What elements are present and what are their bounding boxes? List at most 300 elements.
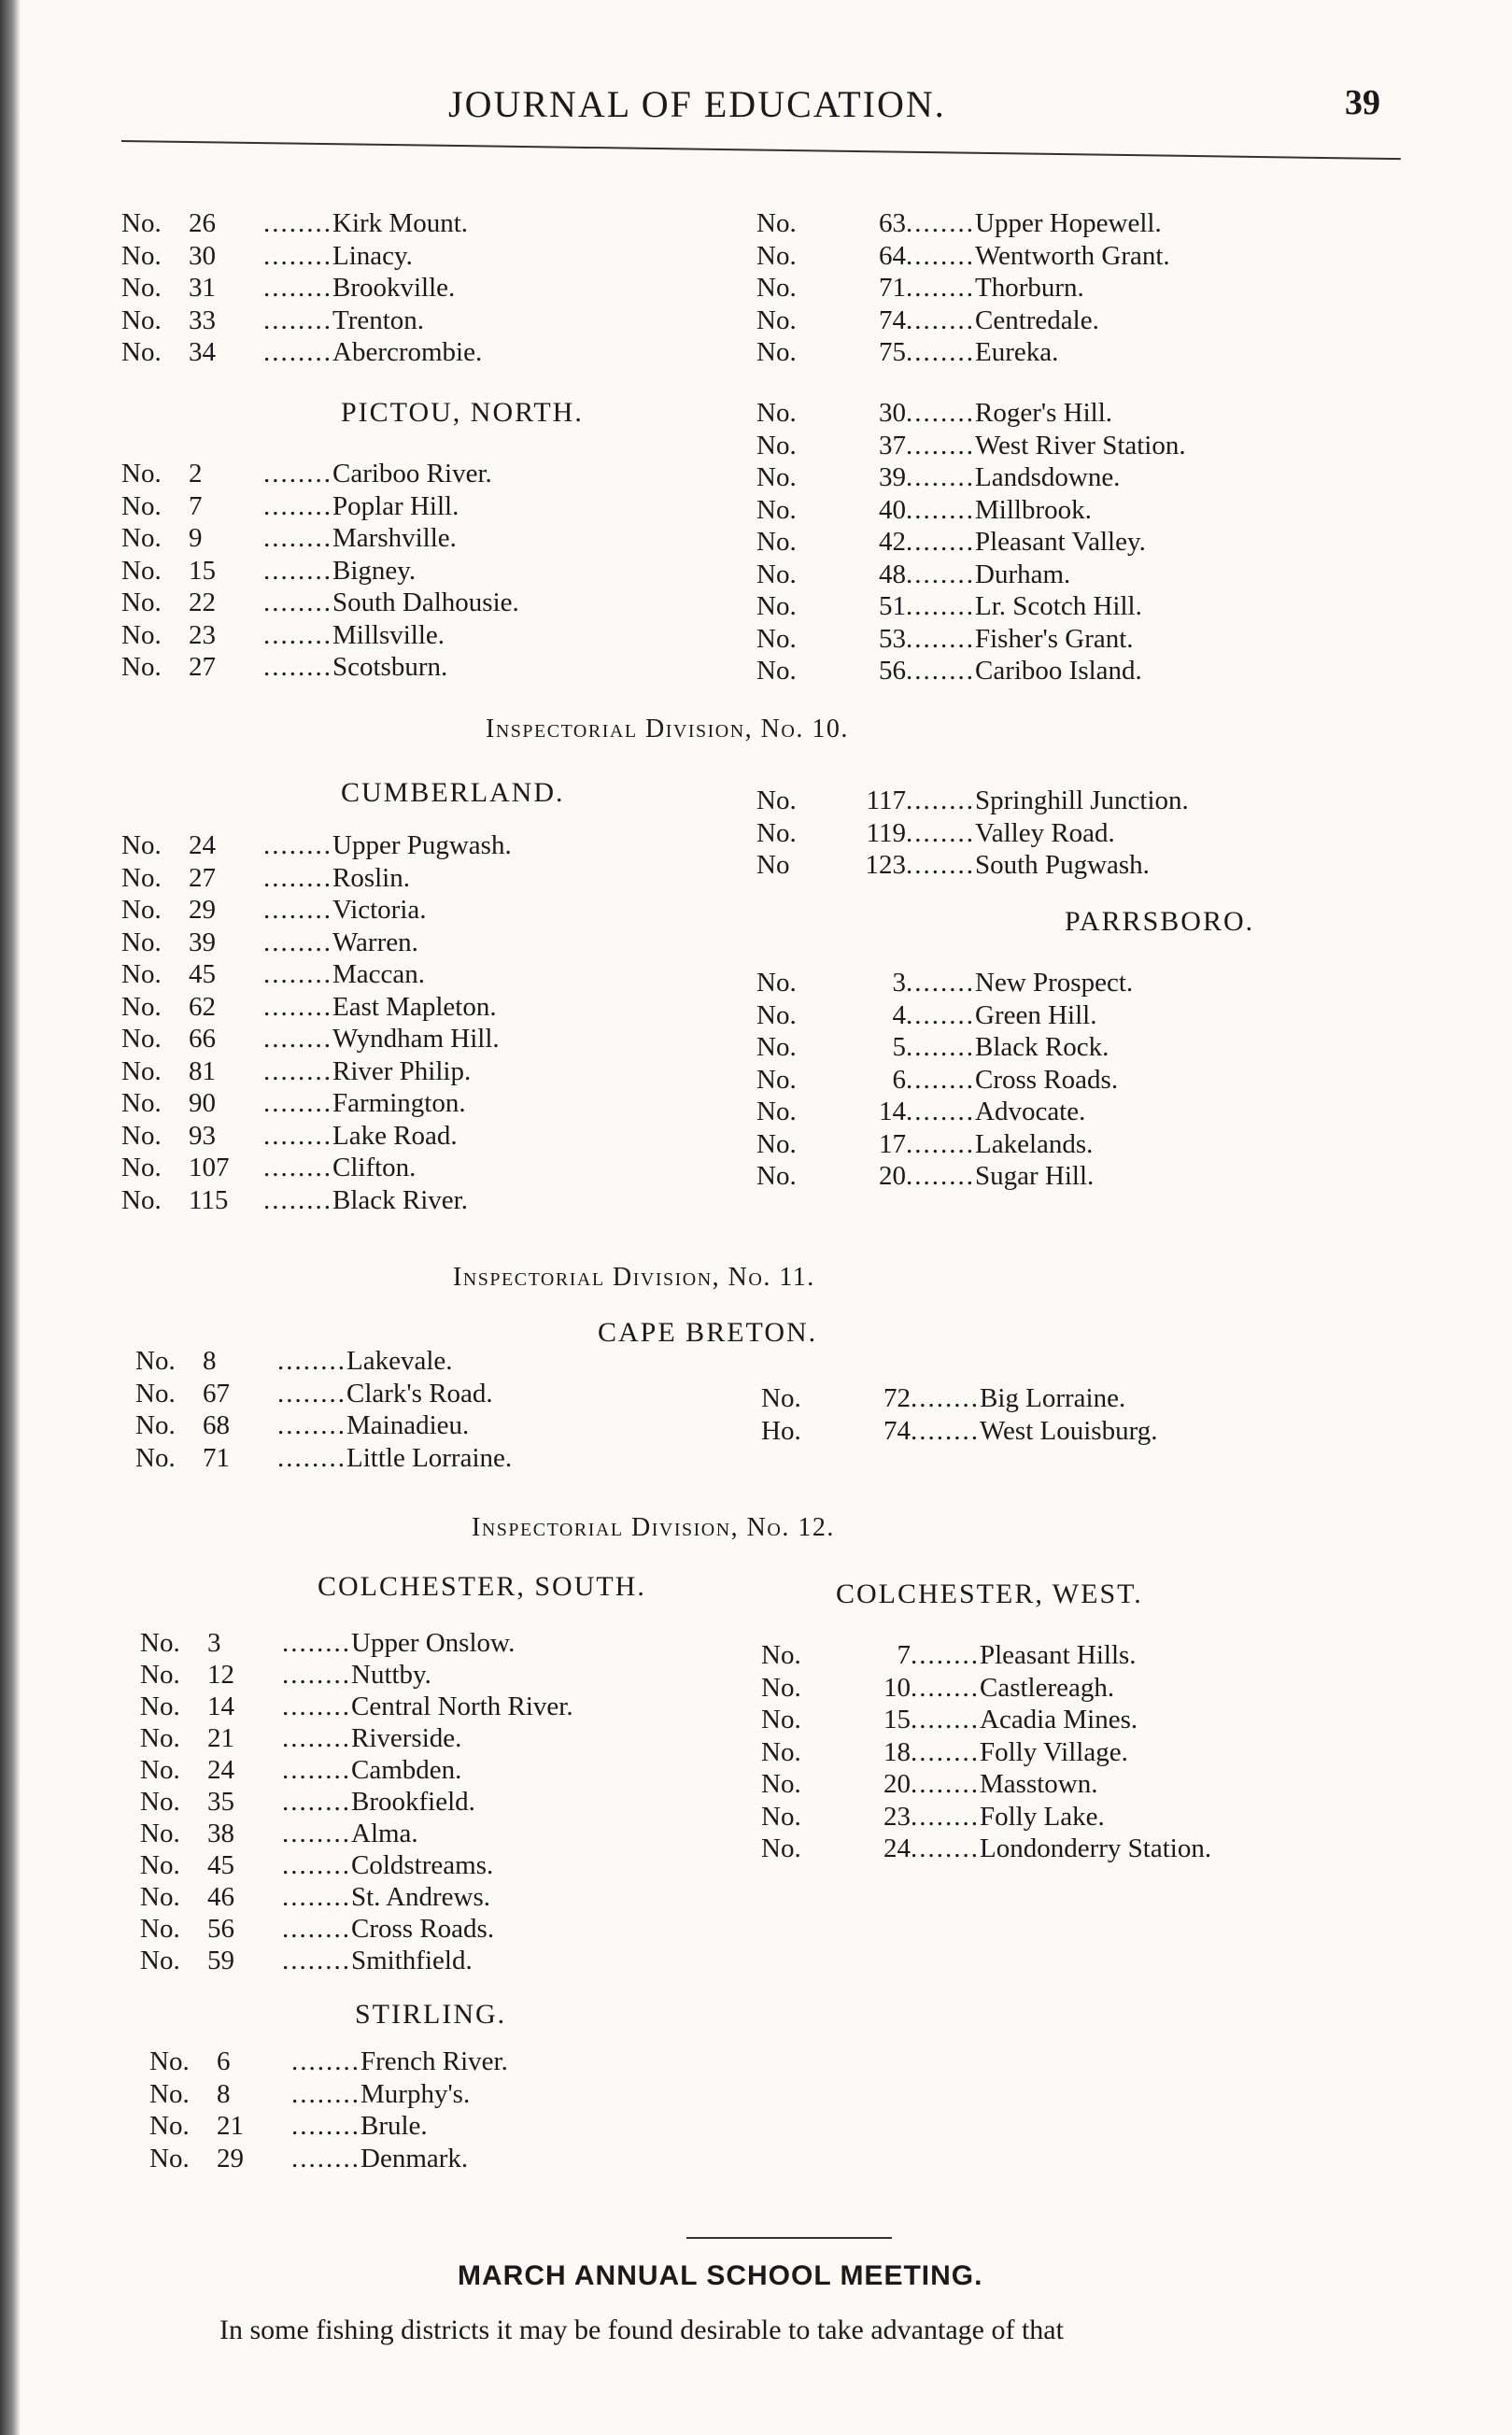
entry-place-name: Acadia Mines. (980, 1705, 1138, 1734)
entry-place-name: Black River. (332, 1184, 468, 1215)
leader-dots: ........ (906, 850, 975, 880)
entry-place-name: Brule. (360, 2111, 428, 2141)
entry-place-name: Central North River. (351, 1692, 573, 1721)
list-item (140, 1722, 573, 1754)
leader-dots: ........ (282, 1819, 351, 1848)
leader-dots: ........ (906, 304, 975, 335)
page-spine-shadow (0, 0, 21, 2435)
entry-place-name: Cross Roads. (975, 1064, 1119, 1095)
entry-number: 81 (189, 1055, 216, 1086)
list-item (761, 1801, 1211, 1833)
entry-no-label: No (756, 850, 790, 880)
entry-number: 53 (879, 623, 906, 654)
entry-place-name: Trenton. (332, 304, 425, 335)
entry-number: 15 (189, 555, 216, 586)
list-item (121, 555, 519, 588)
list-item (756, 1064, 1133, 1097)
entry-no-label: No. (756, 1128, 797, 1159)
entry-number: 34 (189, 337, 216, 367)
list-item (761, 1833, 1211, 1865)
entry-no-label: No. (756, 527, 797, 557)
entry-place-name: Upper Pugwash. (332, 830, 512, 860)
list-item (121, 1087, 512, 1120)
entry-number: 59 (207, 1946, 234, 1975)
entry-no-label: No. (756, 817, 797, 848)
entry-no-label: No. (149, 2111, 190, 2141)
entry-no-label: No. (140, 1660, 180, 1690)
leader-dots: ........ (263, 337, 332, 367)
entry-number: 2 (189, 459, 203, 488)
header-rule (121, 140, 1401, 160)
stirling-heading: STIRLING. (355, 1999, 507, 2030)
entry-no-label: No. (140, 1850, 180, 1880)
leader-dots: ........ (906, 1064, 975, 1095)
entry-no-label: No. (761, 1672, 801, 1703)
list-item (121, 894, 512, 927)
entry-place-name: St. Andrews. (351, 1882, 491, 1912)
entry-place-name: Cambden. (351, 1755, 462, 1785)
entry-place-name: Castlereagh. (980, 1672, 1115, 1703)
leader-dots: ........ (906, 656, 975, 686)
entry-place-name: Abercrombie. (332, 337, 483, 367)
list-item (756, 590, 1186, 623)
entry-place-name: Denmark. (360, 2143, 469, 2173)
list-item (121, 651, 519, 684)
list-item (756, 1160, 1133, 1193)
list-item (135, 1442, 512, 1475)
list-item (121, 336, 482, 369)
list-item (121, 1184, 512, 1217)
list-item (756, 1128, 1133, 1161)
leader-dots: ........ (911, 1769, 980, 1799)
section-rule (686, 2237, 892, 2239)
list-item (761, 1382, 1157, 1415)
entry-place-name: Wyndham Hill. (332, 1024, 500, 1054)
leader-dots: ........ (906, 817, 975, 848)
entry-place-name: Farmington. (332, 1088, 466, 1118)
leader-dots: ........ (906, 999, 975, 1030)
entry-no-label: No. (121, 555, 162, 586)
entry-no-label: No. (121, 1055, 162, 1086)
entry-number: 26 (189, 208, 216, 238)
list-item (121, 522, 519, 555)
entry-place-name: Kirk Mount. (332, 208, 468, 238)
leader-dots: ........ (906, 273, 975, 303)
entry-place-name: Millbrook. (975, 494, 1092, 525)
entry-number: 33 (189, 304, 216, 335)
list-item (140, 1627, 573, 1659)
entry-number: 42 (879, 527, 906, 557)
entry-no-label: No. (756, 786, 797, 815)
entry-place-name: Cross Roads. (351, 1914, 495, 1944)
entry-number: 67 (203, 1378, 230, 1409)
leader-dots: ........ (282, 1787, 351, 1817)
leader-dots: ........ (906, 786, 975, 815)
list-item (121, 1120, 512, 1153)
entry-place-name: New Prospect. (975, 968, 1134, 998)
leader-dots: ........ (263, 895, 332, 925)
list-item (756, 494, 1186, 527)
leader-dots: ........ (277, 1410, 346, 1440)
list-item (756, 430, 1186, 462)
entry-no-label: No. (121, 523, 162, 553)
entry-no-label: No. (756, 462, 797, 492)
entry-place-name: Eureka. (975, 337, 1059, 367)
entry-place-name: Riverside. (351, 1723, 462, 1753)
entry-place-name: Pleasant Valley. (975, 527, 1146, 557)
entry-no-label: No. (756, 656, 797, 686)
list-item (756, 817, 1189, 850)
entry-no-label: No. (149, 2078, 190, 2109)
list-item (121, 862, 512, 895)
entry-place-name: Mainadieu. (346, 1410, 470, 1440)
entry-place-name: Coldstreams. (351, 1850, 494, 1880)
entry-number: 14 (207, 1692, 234, 1721)
entry-number: 4 (892, 999, 906, 1030)
leader-dots: ........ (906, 623, 975, 654)
entry-place-name: Big Lorraine. (980, 1383, 1126, 1413)
leader-dots: ........ (911, 1640, 980, 1670)
leader-dots: ........ (263, 619, 332, 650)
entry-no-label: No. (756, 559, 797, 589)
leader-dots: ........ (277, 1378, 346, 1409)
leader-dots: ........ (906, 337, 975, 367)
leader-dots: ........ (291, 2046, 360, 2076)
entry-number: 20 (883, 1769, 911, 1799)
list-item (761, 1672, 1211, 1705)
entry-no-label: No. (121, 490, 162, 521)
entry-no-label: No. (121, 1088, 162, 1118)
list-item (121, 619, 519, 652)
leader-dots: ........ (906, 591, 975, 621)
list-item (756, 304, 1170, 337)
list-item (121, 1055, 512, 1088)
leader-dots: ........ (911, 1383, 980, 1413)
entry-place-name: Pleasant Hills. (980, 1640, 1137, 1670)
entry-number: 29 (217, 2143, 244, 2173)
entry-number: 107 (189, 1153, 230, 1182)
list-item (756, 849, 1189, 882)
entry-place-name: Upper Onslow. (351, 1628, 516, 1658)
entry-no-label: No. (761, 1383, 801, 1413)
entry-no-label: No. (149, 2046, 190, 2076)
entry-no-label: No. (761, 1705, 801, 1734)
page-number: 39 (1345, 83, 1380, 122)
entry-no-label: No. (756, 1032, 797, 1062)
entry-place-name: Smithfield. (351, 1946, 473, 1975)
list-item (135, 1409, 512, 1442)
leader-dots: ........ (263, 991, 332, 1022)
leader-dots: ........ (282, 1914, 351, 1944)
entry-no-label: No. (140, 1755, 180, 1785)
meeting-paragraph: In some fishing districts it may be found desirable to take advantage of that (219, 2315, 1064, 2345)
entry-number: 31 (189, 273, 216, 303)
list-item (756, 967, 1133, 999)
colchester-west-list (761, 1639, 1211, 1865)
entry-no-label: No. (756, 304, 797, 335)
entry-no-label: No. (140, 1946, 180, 1975)
leader-dots: ........ (906, 1161, 975, 1191)
leader-dots: ........ (282, 1723, 351, 1753)
leader-dots: ........ (906, 968, 975, 998)
top-right-list (756, 207, 1170, 369)
pictou-north-heading: PICTOU, NORTH. (341, 397, 584, 428)
entry-no-label: No. (121, 208, 162, 238)
entry-no-label: No. (121, 1024, 162, 1054)
leader-dots: ........ (263, 273, 332, 303)
entry-no-label: No. (121, 1120, 162, 1151)
entry-number: 75 (879, 337, 906, 367)
entry-number: 40 (879, 494, 906, 525)
entry-number: 17 (879, 1128, 906, 1159)
entry-no-label: No. (121, 1153, 162, 1182)
entry-number: 9 (189, 523, 203, 553)
entry-no-label: No. (121, 927, 162, 957)
leader-dots: ........ (263, 240, 332, 271)
list-item (756, 1096, 1133, 1128)
leader-dots: ........ (282, 1755, 351, 1785)
list-item (149, 2078, 508, 2111)
leader-dots: ........ (906, 208, 975, 238)
cape-breton-right-list (761, 1382, 1157, 1447)
entry-place-name: Brookfield. (351, 1787, 475, 1817)
leader-dots: ........ (263, 652, 332, 682)
entry-number: 46 (207, 1882, 234, 1912)
entry-no-label: No. (756, 240, 797, 271)
entry-no-label: No. (756, 208, 797, 238)
entry-place-name: South Pugwash. (975, 850, 1150, 880)
entry-no-label: No. (135, 1410, 176, 1440)
entry-place-name: Folly Village. (980, 1736, 1128, 1767)
entry-no-label: No. (761, 1640, 801, 1670)
entry-no-label: No. (756, 398, 797, 428)
entry-place-name: River Philip. (332, 1055, 472, 1086)
leader-dots: ........ (906, 527, 975, 557)
entry-number: 74 (879, 304, 906, 335)
entry-number: 23 (189, 619, 216, 650)
leader-dots: ........ (263, 523, 332, 553)
entry-number: 37 (879, 430, 906, 460)
list-item (140, 1659, 573, 1691)
list-item (140, 1691, 573, 1722)
entry-number: 27 (189, 862, 216, 893)
entry-no-label: No. (761, 1769, 801, 1799)
entry-no-label: No. (761, 1736, 801, 1767)
entry-number: 15 (883, 1705, 911, 1734)
division-12-heading: Inspectorial Division, No. 12. (472, 1513, 835, 1542)
colchester-south-list (140, 1627, 573, 1976)
entry-number: 45 (207, 1850, 234, 1880)
entry-no-label: No. (140, 1914, 180, 1944)
entry-no-label: No. (756, 968, 797, 998)
list-item (149, 2110, 508, 2143)
leader-dots: ........ (906, 398, 975, 428)
leader-dots: ........ (263, 1024, 332, 1054)
entry-no-label: No. (140, 1819, 180, 1848)
leader-dots: ........ (282, 1660, 351, 1690)
leader-dots: ........ (282, 1882, 351, 1912)
entry-place-name: Lr. Scotch Hill. (975, 591, 1142, 621)
entry-number: 48 (879, 559, 906, 589)
leader-dots: ........ (263, 459, 332, 488)
list-item (756, 623, 1186, 656)
list-item (140, 1786, 573, 1818)
list-item (121, 958, 512, 991)
list-item (149, 2143, 508, 2175)
pictou-north-right-list (756, 397, 1186, 687)
entry-no-label: No. (140, 1787, 180, 1817)
entry-place-name: Thorburn. (975, 273, 1084, 303)
list-item (756, 336, 1170, 369)
entry-place-name: Fisher's Grant. (975, 623, 1134, 654)
top-left-list (121, 207, 482, 369)
list-item (121, 1152, 512, 1184)
entry-number: 66 (189, 1024, 216, 1054)
entry-no-label: No. (121, 273, 162, 303)
entry-no-label: No. (135, 1346, 176, 1376)
pictou-north-left-list (121, 458, 519, 684)
entry-no-label: No. (121, 588, 162, 617)
list-item (121, 587, 519, 619)
entry-no-label: No. (756, 430, 797, 460)
entry-place-name: Lakevale. (346, 1346, 453, 1376)
leader-dots: ........ (282, 1946, 351, 1975)
list-item (140, 1945, 573, 1976)
cape-breton-left-list (135, 1345, 512, 1474)
entry-number: 23 (883, 1801, 911, 1832)
entry-number: 90 (189, 1088, 216, 1118)
entry-number: 71 (203, 1442, 230, 1473)
entry-number: 18 (883, 1736, 911, 1767)
entry-number: 38 (207, 1819, 234, 1848)
entry-no-label: No. (121, 652, 162, 682)
entry-place-name: Wentworth Grant. (975, 240, 1170, 271)
list-item (756, 207, 1170, 240)
entry-number: 123 (865, 850, 906, 880)
entry-number: 10 (883, 1672, 911, 1703)
entry-number: 39 (879, 462, 906, 492)
colchester-south-heading: COLCHESTER, SOUTH. (318, 1571, 646, 1602)
leader-dots: ........ (263, 927, 332, 957)
entry-no-label: No. (756, 1064, 797, 1095)
entry-number: 8 (203, 1346, 217, 1376)
entry-place-name: Advocate. (975, 1097, 1086, 1126)
entry-number: 7 (897, 1640, 911, 1670)
list-item (756, 559, 1186, 591)
list-item (140, 1881, 573, 1913)
leader-dots: ........ (906, 240, 975, 271)
entry-place-name: Londonderry Station. (980, 1833, 1212, 1863)
entry-place-name: Alma. (351, 1819, 418, 1848)
entry-number: 117 (866, 786, 906, 815)
entry-number: 5 (892, 1032, 906, 1062)
entry-number: 8 (217, 2078, 231, 2109)
leader-dots: ........ (911, 1833, 980, 1863)
entry-number: 20 (879, 1161, 906, 1191)
leader-dots: ........ (277, 1346, 346, 1376)
entry-no-label: No. (121, 240, 162, 271)
entry-number: 63 (879, 208, 906, 238)
entry-number: 21 (207, 1723, 234, 1753)
entry-number: 71 (879, 273, 906, 303)
list-item (140, 1913, 573, 1945)
leader-dots: ........ (263, 1153, 332, 1182)
list-item (756, 272, 1170, 304)
list-item (756, 1031, 1133, 1064)
leader-dots: ........ (282, 1850, 351, 1880)
list-item (140, 1818, 573, 1849)
list-item (756, 526, 1186, 559)
leader-dots: ........ (291, 2078, 360, 2109)
list-item (121, 458, 519, 490)
entry-place-name: Marshville. (332, 523, 457, 553)
entry-number: 22 (189, 588, 216, 617)
entry-place-name: Durham. (975, 559, 1071, 589)
entry-place-name: West River Station. (975, 430, 1186, 460)
entry-place-name: Centredale. (975, 304, 1099, 335)
entry-no-label: No. (756, 623, 797, 654)
entry-place-name: Green Hill. (975, 999, 1097, 1030)
entry-no-label: No. (756, 999, 797, 1030)
entry-no-label: No. (761, 1801, 801, 1832)
list-item (761, 1415, 1157, 1448)
entry-place-name: South Dalhousie. (332, 588, 519, 617)
entry-place-name: West Louisburg. (980, 1415, 1158, 1446)
list-item (756, 655, 1186, 687)
entry-place-name: Victoria. (332, 895, 427, 925)
list-item (121, 272, 482, 304)
entry-no-label: No. (121, 991, 162, 1022)
leader-dots: ........ (263, 490, 332, 521)
leader-dots: ........ (263, 959, 332, 989)
colchester-west-heading: COLCHESTER, WEST. (836, 1579, 1143, 1609)
parrsboro-list (756, 967, 1133, 1193)
entry-place-name: Upper Hopewell. (975, 208, 1162, 238)
entry-place-name: Linacy. (332, 240, 413, 271)
leader-dots: ........ (906, 1097, 975, 1126)
entry-number: 35 (207, 1787, 234, 1817)
entry-place-name: Black Rock. (975, 1032, 1109, 1062)
list-item (140, 1754, 573, 1786)
entry-no-label: No. (121, 959, 162, 989)
leader-dots: ........ (911, 1801, 980, 1832)
leader-dots: ........ (263, 555, 332, 586)
entry-number: 72 (883, 1383, 911, 1413)
entry-no-label: No. (756, 1161, 797, 1191)
leader-dots: ........ (911, 1415, 980, 1446)
leader-dots: ........ (263, 1055, 332, 1086)
leader-dots: ........ (282, 1628, 351, 1658)
leader-dots: ........ (291, 2111, 360, 2141)
leader-dots: ........ (263, 208, 332, 238)
entry-place-name: Warren. (332, 927, 418, 957)
entry-no-label: No. (140, 1692, 180, 1721)
entry-number: 30 (189, 240, 216, 271)
cumberland-left-list (121, 829, 512, 1216)
entry-number: 21 (217, 2111, 244, 2141)
entry-no-label: No. (135, 1442, 176, 1473)
stirling-list (149, 2046, 508, 2174)
leader-dots: ........ (291, 2143, 360, 2173)
list-item (135, 1345, 512, 1378)
list-item (121, 207, 482, 240)
entry-number: 24 (189, 830, 216, 860)
list-item (121, 991, 512, 1024)
entry-place-name: Scotsburn. (332, 652, 448, 682)
list-item (756, 999, 1133, 1032)
entry-number: 64 (879, 240, 906, 271)
leader-dots: ........ (906, 1032, 975, 1062)
